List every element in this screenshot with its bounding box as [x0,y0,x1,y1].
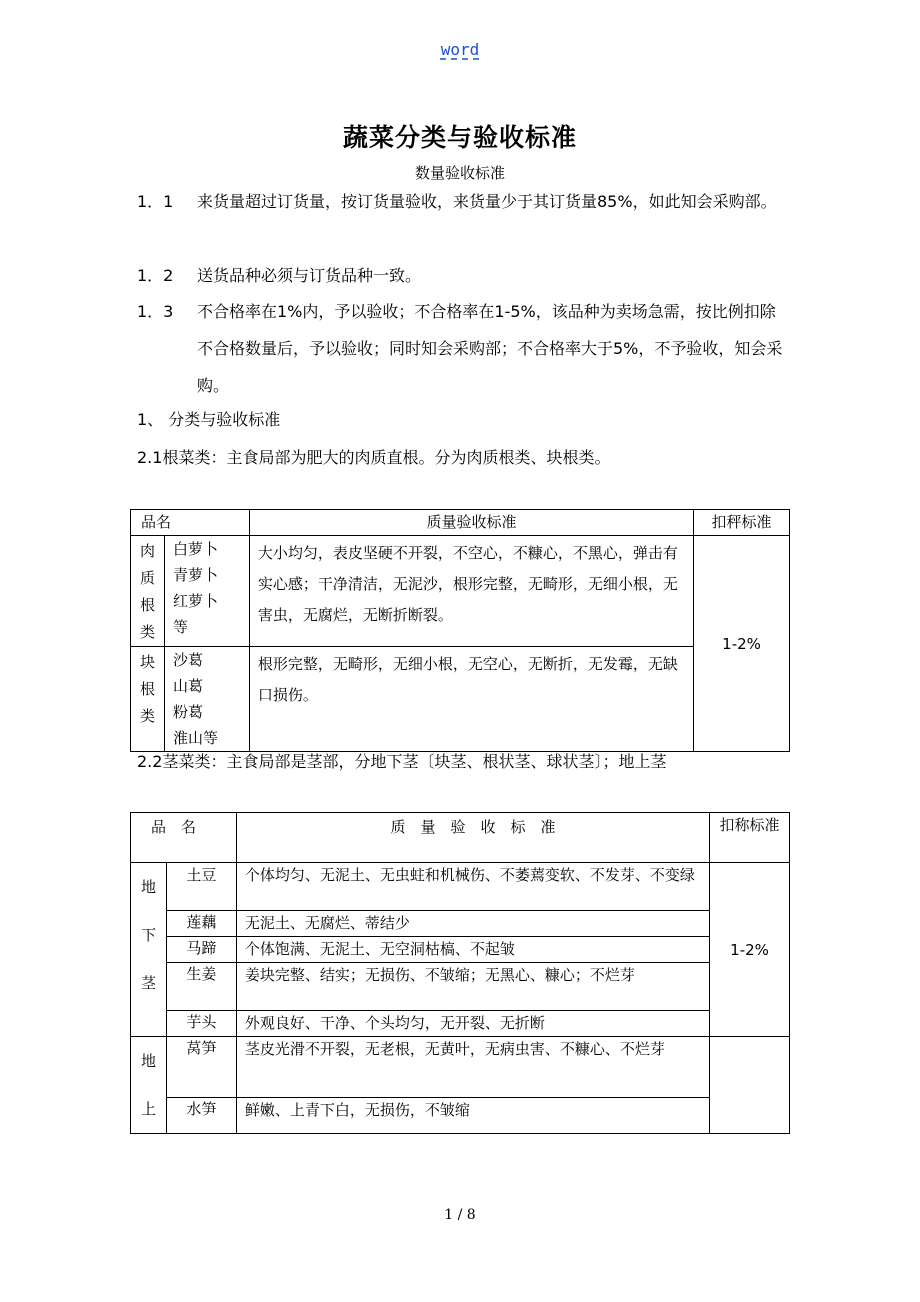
stem-vegetable-table [130,812,790,1134]
standard-cell: 鲜嫩、上青下白，无损伤，不皱缩 [236,1098,709,1134]
standard-cell: 个体均匀、无泥土、无虫蛀和机械伤、不萎蔫变软、不发芽、不变绿 [236,863,709,911]
clause-text: 送货品种必须与订货品种一致。 [197,266,422,285]
standard-cell: 根形完整，无畸形，无细小根，无空心，无断折，无发霉，无缺口损伤。 [249,647,693,752]
header-name: 品 名 [131,813,237,863]
item-name: 莲藕 [166,911,236,937]
table-row [131,863,790,911]
standard-cell: 个体饱满、无泥土、无空洞枯槁、不起皱 [236,937,709,963]
category-cell: 地 下 茎 [131,863,167,1037]
category-cell: 地 上 [131,1037,167,1134]
item-name: 水笋 [166,1098,236,1134]
table-row [131,1037,790,1098]
table-row [131,647,790,752]
item-name: 马蹄 [166,937,236,963]
section-heading: 1、 分类与验收标准 [137,410,281,429]
item-names-cell: 白萝卜 青萝卜 红萝卜 等 [164,536,249,647]
standard-cell: 大小均匀，表皮坚硬不开裂，不空心，不糠心，不黑心，弹击有实心感；干净清洁，无泥沙，根形完整，无畸形，无细小根，无害虫，无腐烂，无断折断裂。 [249,536,693,647]
table-row [131,1011,790,1037]
table-header-row [131,813,790,863]
item-name: 生姜 [166,963,236,1011]
deduct-empty-cell [710,1037,790,1134]
item-name: 莴笋 [166,1037,236,1098]
standard-cell: 无泥土、无腐烂、蒂结少 [236,911,709,937]
category-cell: 肉 质 根 类 [131,536,165,647]
item-names-cell: 沙葛 山葛 粉葛 淮山等 [164,647,249,752]
header-standard: 质 量 验 收 标 准 [236,813,709,863]
page-title: 蔬菜分类与验收标准 [342,123,577,152]
table-header-row [131,510,790,536]
table-row [131,911,790,937]
section-2-1-text: 2.1根菜类：主食局部为肥大的肉质直根。分为肉质根类、块根类。 [137,448,611,467]
header-standard: 质量验收标准 [249,510,693,536]
clause-number: 1．2 [137,266,174,285]
standard-cell: 外观良好、干净、个头均匀，无开裂、无折断 [236,1011,709,1037]
table-row [131,536,790,647]
table-row [131,1098,790,1134]
category-cell: 块 根 类 [131,647,165,752]
table-row [131,937,790,963]
header-deduct: 扣秤标准 [694,510,790,536]
clause-text: 不合格率在1%内，予以验收；不合格率在1-5%，该品种为卖场急需，按比例扣除不合格数量后，予以验收；同时知会采购部；不合格率大于5%，不予验收，知会采购。 [197,302,783,395]
clause-number: 1．1 [137,192,174,211]
table-row [131,963,790,1011]
section-2-2-text: 2.2茎菜类：主食局部是茎部，分地下茎〔块茎、根状茎、球状茎〕；地上茎 [137,752,667,771]
clause-number: 1．3 [137,302,174,321]
clause-text: 来货量超过订货量，按订货量验收，来货量少于其订货量85%，如此知会采购部。 [197,192,777,211]
item-name: 芋头 [166,1011,236,1037]
page-subtitle: 数量验收标准 [414,164,505,182]
root-vegetable-table [130,509,790,752]
standard-cell: 姜块完整、结实；无损伤、不皱缩；无黑心、糠心；不烂芽 [236,963,709,1011]
header-deduct: 扣称标准 [710,813,790,863]
deduct-value: 1-2% [694,536,790,752]
standard-cell: 茎皮光滑不开裂，无老根，无黄叶，无病虫害、不糠心、不烂芽 [236,1037,709,1098]
page-number: 1 / 8 [444,1207,476,1223]
header-word-link[interactable]: word [440,40,480,59]
header-name: 品名 [131,510,250,536]
item-name: 土豆 [166,863,236,911]
deduct-value: 1-2% [710,863,790,1037]
